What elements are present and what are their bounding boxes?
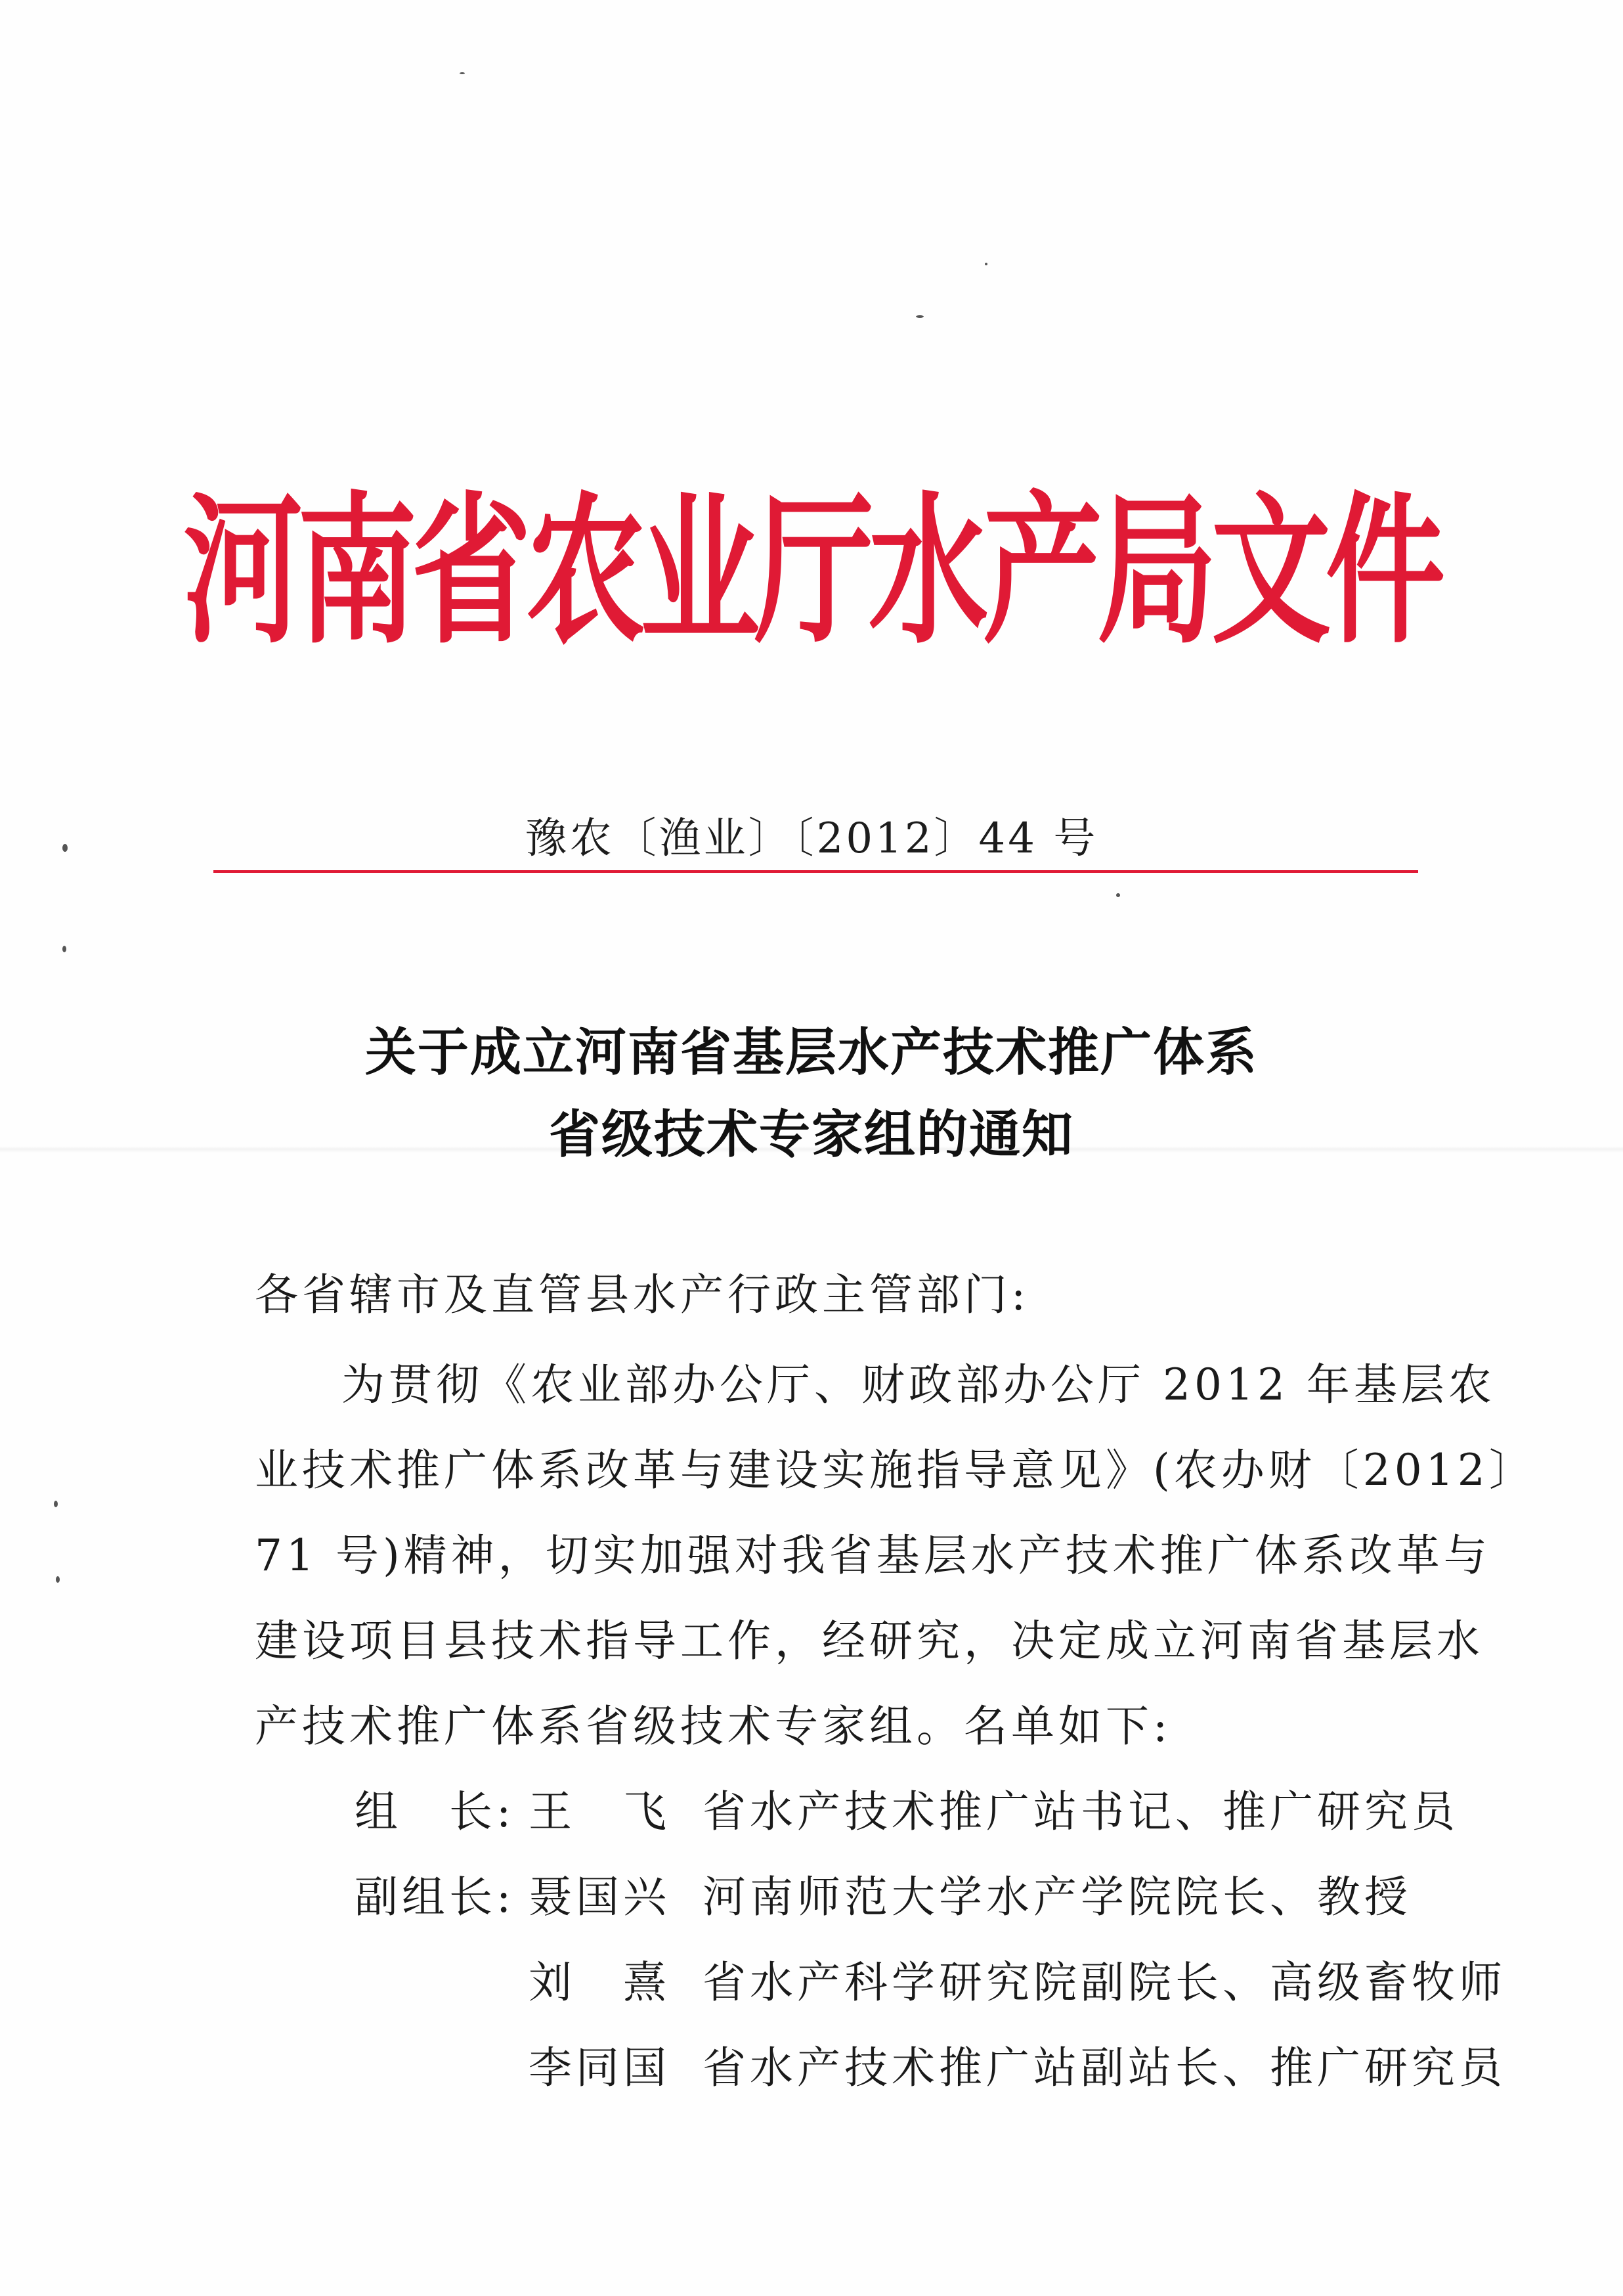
member-name: 王 飞	[529, 1786, 670, 1837]
member-row-deputy	[0, 1862, 1623, 1921]
scan-speck	[916, 315, 924, 318]
member-row-deputy	[0, 1947, 1623, 2006]
member-role: 副组长:	[355, 1872, 515, 1922]
agency-header-title: 河南省农业厅水产局文件	[183, 477, 1440, 666]
member-description: 省水产技术推广站书记、推广研究员	[703, 1786, 1459, 1837]
member-name: 李同国	[529, 2042, 670, 2093]
member-description: 省水产技术推广站副站长、推广研究员	[703, 2042, 1506, 2093]
member-description: 省水产科学研究院副院长、高级畜牧师	[703, 1957, 1506, 2008]
notice-title-line-2: 省级技术专家组的通知	[548, 1105, 1074, 1164]
document-number: 豫农〔渔业〕〔2012〕44 号	[525, 814, 1098, 863]
paragraph-line: 业技术推广体系改革与建设实施指导意见》(农办财〔2012〕	[255, 1445, 1536, 1495]
paragraph-line: 71 号)精神，切实加强对我省基层水产技术推广体系改革与	[255, 1530, 1491, 1581]
scan-speck	[985, 263, 987, 265]
paragraph-line: 产技术推广体系省级技术专家组。名单如下:	[255, 1701, 1172, 1752]
scan-speck	[62, 946, 66, 952]
scan-speck	[56, 1576, 60, 1583]
member-role: 组 长:	[355, 1786, 515, 1837]
member-name: 聂国兴	[529, 1872, 670, 1922]
red-separator-line	[213, 870, 1418, 873]
scan-speck	[54, 1501, 58, 1507]
scan-speck	[460, 72, 465, 74]
addressee: 各省辖市及直管县水产行政主管部门:	[255, 1269, 1030, 1320]
member-row-deputy	[0, 2033, 1623, 2092]
member-description: 河南师范大学水产学院院长、教授	[703, 1872, 1412, 1922]
paragraph-line: 为贯彻《农业部办公厅、财政部办公厅 2012 年基层农	[341, 1359, 1496, 1410]
notice-title-line-1: 关于成立河南省基层水产技术推广体系	[364, 1023, 1258, 1082]
paragraph-line: 建设项目县技术指导工作，经研究，决定成立河南省基层水	[255, 1616, 1484, 1666]
member-name: 刘 熹	[529, 1957, 670, 2008]
scan-speck	[1116, 893, 1120, 897]
member-row-leader	[0, 1777, 1623, 1836]
